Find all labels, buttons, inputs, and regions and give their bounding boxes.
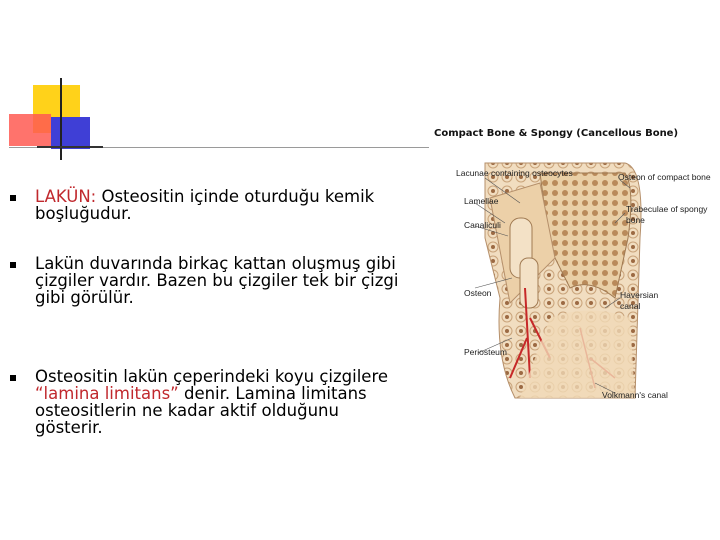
bullet-icon <box>10 195 16 201</box>
bullet-text: Lakün duvarında birkaç kattan oluşmuş gibi çizgiler vardır. Bazen bu çizgiler tek bir çizgi gibi görülür. <box>35 254 399 307</box>
label-trabeculae-line2: bone <box>626 215 645 225</box>
label-haversian-line1: Haversian <box>620 290 659 300</box>
bullet-text-after: denir. Lamina limitans osteositlerin ne kadar aktif olduğunu gösterir. <box>35 384 367 437</box>
decor-horizontal-accent <box>37 146 103 148</box>
label-osteon: Osteon <box>464 288 492 298</box>
bullet-text-rest: Osteositin içinde oturduğu kemik boşluğudur. <box>35 187 375 223</box>
bone-diagram <box>430 128 710 418</box>
label-periosteum: Periosteum <box>464 347 507 357</box>
bullet-text <box>35 368 410 436</box>
term-highlight: LAKÜN: <box>35 187 97 206</box>
label-canaliculi: Canaliculi <box>464 220 501 230</box>
bullet-text <box>35 188 410 222</box>
term-highlight: “lamina limitans” <box>35 384 179 403</box>
figure-title: Compact Bone & Spongy (Cancellous Bone) <box>434 128 679 139</box>
bullet-icon <box>10 262 16 268</box>
label-volkmann: Volkmann's canal <box>602 390 668 400</box>
decor-red-square <box>9 114 51 146</box>
label-lacunae: Lacunae containing osteocytes <box>456 168 573 178</box>
label-lamellae: Lamellae <box>464 196 499 206</box>
bullet-icon <box>10 375 16 381</box>
label-trabeculae-line1: Trabeculae of spongy <box>626 204 708 214</box>
bullet-text-before: Osteositin lakün çeperindeki koyu çizgilere <box>35 367 389 386</box>
label-osteon-compact: Osteon of compact bone <box>618 172 711 182</box>
decor-blue-square <box>51 117 90 149</box>
label-haversian-line2: canal <box>620 301 641 311</box>
